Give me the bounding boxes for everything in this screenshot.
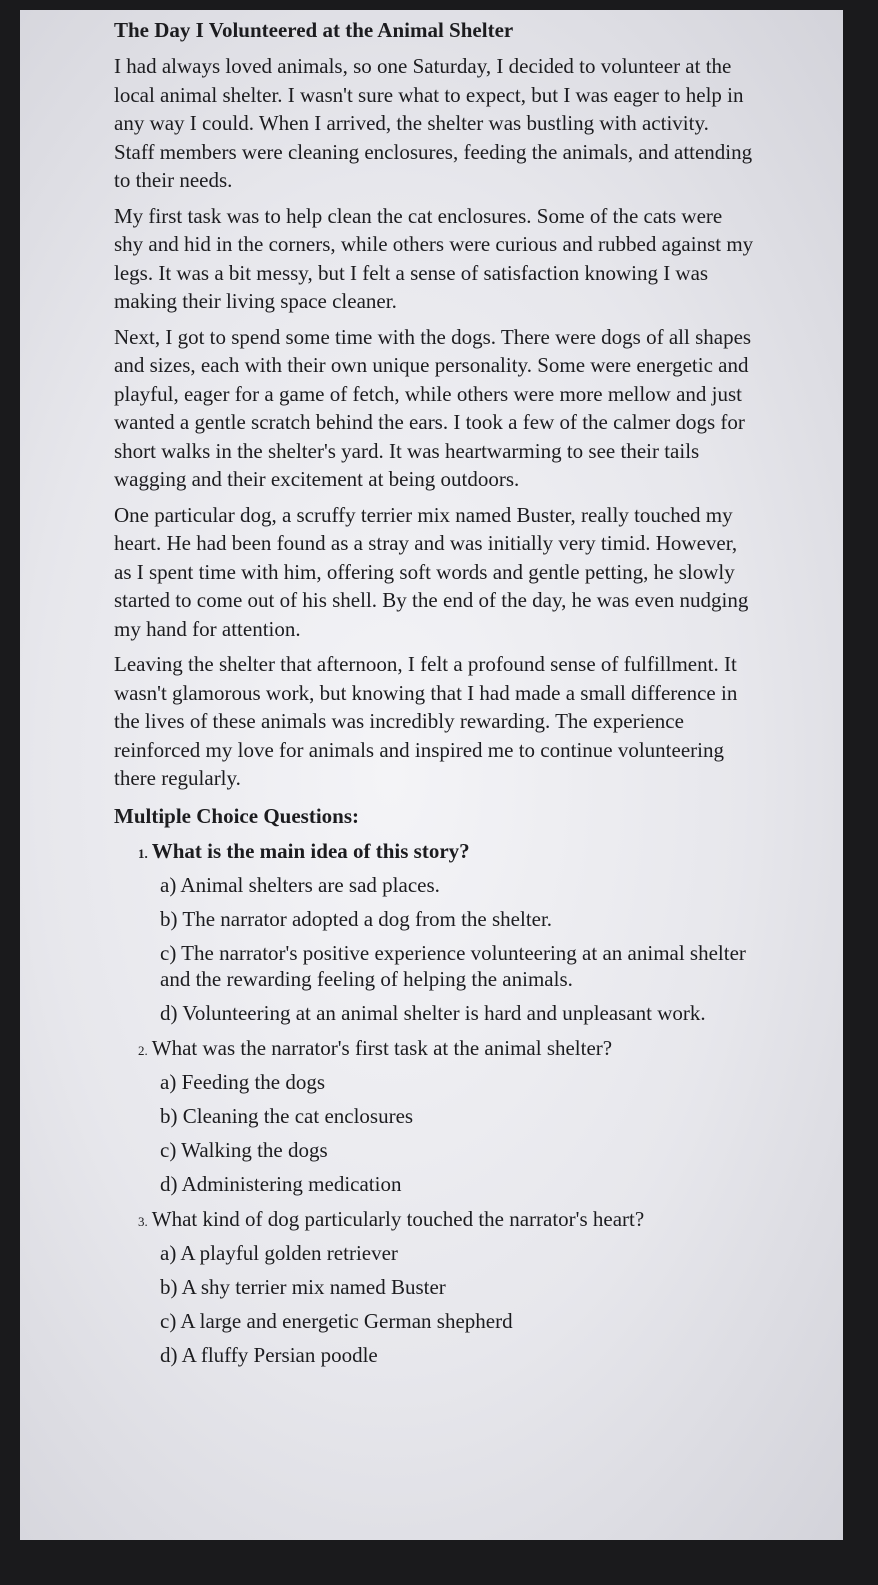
question-2-options [160, 1069, 754, 1197]
question-number: 3. [138, 1213, 148, 1229]
question-1 [114, 837, 754, 1026]
story-paragraph-1: I had always loved animals, so one Saturday, I decided to volunteer at the local animal shelter. I wasn't sure what to expect, but I was eager to help in any way I could. When I arrived, the shelter was bustling with activity. Staff members were cleaning enclosures, feeding the animals, and attending to their needs. [114, 54, 753, 192]
question-1-text [138, 837, 754, 868]
story-paragraph-5: Leaving the shelter that afternoon, I felt a profound sense of fulfillment. It wasn't glamorous work, but knowing that I had made a small difference in the lives of these animals was incredibly rewarding. The experience reinforced my love for animals and inspired me to continue volunteering there regularly. [114, 652, 738, 790]
question-number: 1. [138, 845, 148, 861]
option-d: d) A fluffy Persian poodle [160, 1342, 378, 1367]
question-3 [114, 1205, 754, 1368]
story-paragraph-3: Next, I got to spend some time with the dogs. There were dogs of all shapes and sizes, each with their own unique personality. Some were energetic and playful, eager for a game of fetch, while others were more mellow and just wanted a gentle scratch behind the ears. I took a few of the calmer dogs for short walks in the shelter's yard. It was heartwarming to see their tails wagging and their excitement at being outdoors. [114, 324, 752, 491]
document-page [20, 10, 843, 1540]
mcq-heading: Multiple Choice Questions: [114, 803, 359, 828]
option-c: c) The narrator's positive experience volunteering at an animal shelter and the rewarding feeling of helping the animals. [160, 940, 746, 991]
option-a: a) A playful golden retriever [160, 1240, 398, 1265]
question-number: 2. [138, 1042, 148, 1058]
option-d: d) Administering medication [160, 1171, 402, 1196]
document-content [114, 18, 754, 1376]
option-b: b) The narrator adopted a dog from the shelter. [160, 906, 553, 931]
question-3-options [160, 1240, 754, 1368]
question-2-text [138, 1034, 754, 1065]
option-b: b) A shy terrier mix named Buster [160, 1274, 446, 1299]
option-a: a) Animal shelters are sad places. [160, 872, 440, 897]
story-title: The Day I Volunteered at the Animal Shelter [114, 18, 514, 42]
question-3-text [138, 1205, 754, 1236]
question-label: What is the main idea of this story? [151, 838, 470, 863]
option-c: c) Walking the dogs [160, 1137, 328, 1162]
story-paragraph-4: One particular dog, a scruffy terrier mix named Buster, really touched my heart. He had been found as a stray and was initially very timid. However, as I spent time with him, offering soft words and gentle petting, he slowly started to come out of his shell. By the end of the day, he was even nudging my hand for attention. [114, 502, 749, 641]
story-paragraph-2: My first task was to help clean the cat enclosures. Some of the cats were shy and hid in the corners, while others were curious and rubbed against my legs. It was a bit messy, but I felt a sense of satisfaction knowing I was making their living space cleaner. [114, 203, 754, 313]
question-1-options [160, 872, 754, 1026]
option-b: b) Cleaning the cat enclosures [160, 1103, 414, 1128]
option-a: a) Feeding the dogs [160, 1069, 326, 1094]
option-c: c) A large and energetic German shepherd [160, 1308, 513, 1333]
question-label: What was the narrator's first task at the animal shelter? [151, 1035, 613, 1060]
option-d: d) Volunteering at an animal shelter is hard and unpleasant work. [160, 1000, 706, 1025]
question-label: What kind of dog particularly touched the narrator's heart? [151, 1206, 645, 1231]
question-2 [114, 1034, 754, 1197]
